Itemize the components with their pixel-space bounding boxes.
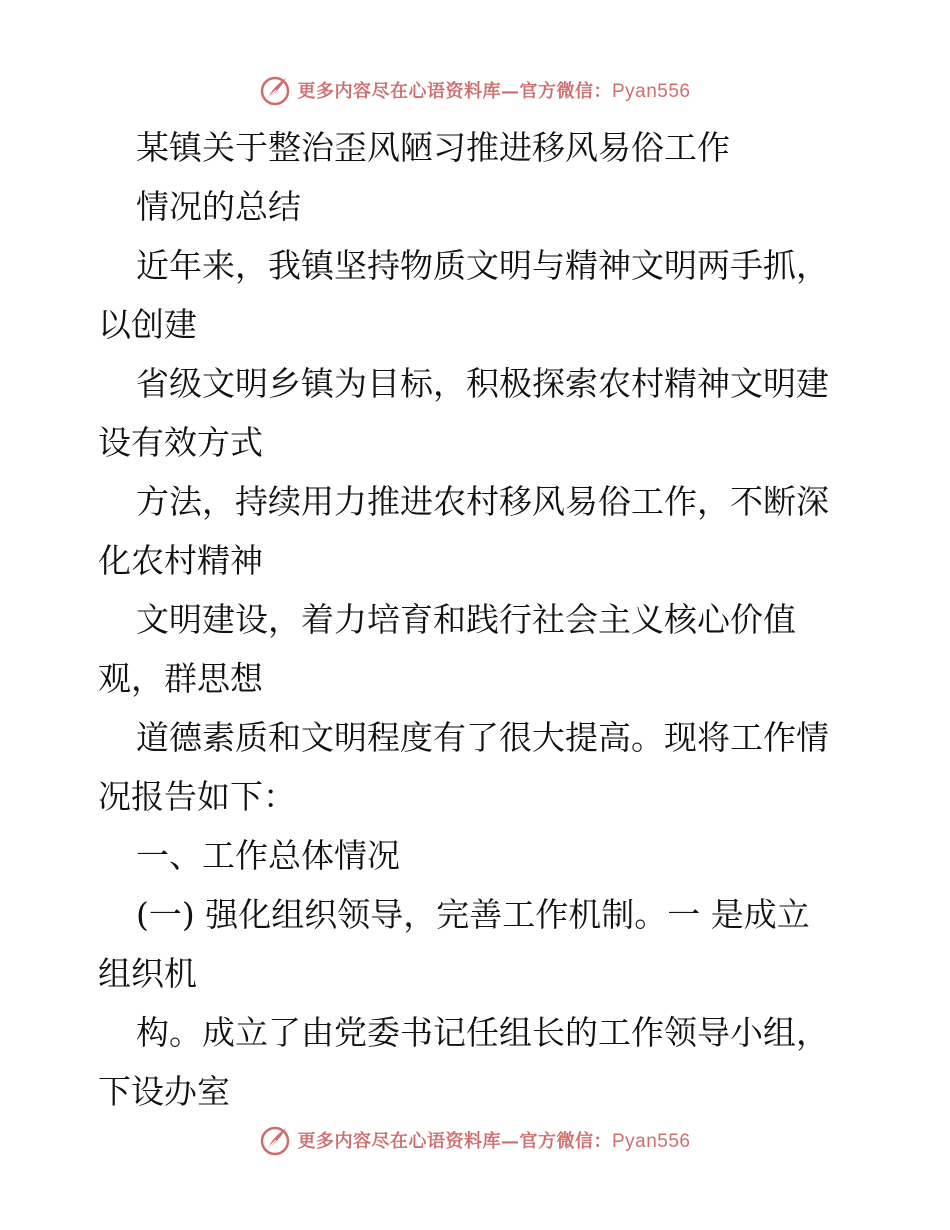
text-line: 化农村精神 bbox=[98, 541, 263, 580]
text-line: 以创建 bbox=[98, 305, 197, 344]
text-line: 情况的总结 bbox=[136, 187, 301, 226]
header-watermark bbox=[0, 72, 950, 108]
footer-watermark bbox=[0, 1122, 950, 1158]
text-line: 方法，持续用力推进农村移风易俗工作，不断深 bbox=[136, 482, 829, 521]
quill-logo-icon bbox=[259, 73, 293, 107]
text-line: 观，群思想 bbox=[98, 659, 263, 698]
text-line: 构。成立了由党委书记任组长的工作领导小组， bbox=[136, 1013, 829, 1052]
text-line: (一) 强化组织领导，完善工作机制。一 是成立 bbox=[136, 895, 810, 934]
text-line: 组织机 bbox=[98, 954, 197, 993]
text-line: 文明建设，着力培育和践行社会主义核心价值 bbox=[136, 600, 796, 639]
text-line: 省级文明乡镇为目标，积极探索农村精神文明建 bbox=[136, 364, 829, 403]
text-line: 近年来，我镇坚持物质文明与精神文明两手抓， bbox=[136, 246, 829, 285]
text-line: 下设办室 bbox=[98, 1072, 230, 1111]
quill-logo-icon bbox=[259, 1123, 293, 1157]
document-body bbox=[98, 118, 858, 1121]
text-line: 一、工作总体情况 bbox=[136, 836, 400, 875]
watermark-text: 更多内容尽在心语资料库—官方微信：Pyan556 bbox=[297, 81, 691, 102]
text-line: 设有效方式 bbox=[98, 423, 263, 462]
watermark-text: 更多内容尽在心语资料库—官方微信：Pyan556 bbox=[297, 1131, 691, 1152]
text-line: 道德素质和文明程度有了很大提高。现将工作情 bbox=[136, 718, 829, 757]
text-line: 某镇关于整治歪风陋习推进移风易俗工作 bbox=[136, 128, 730, 167]
text-line: 况报告如下： bbox=[98, 777, 296, 816]
